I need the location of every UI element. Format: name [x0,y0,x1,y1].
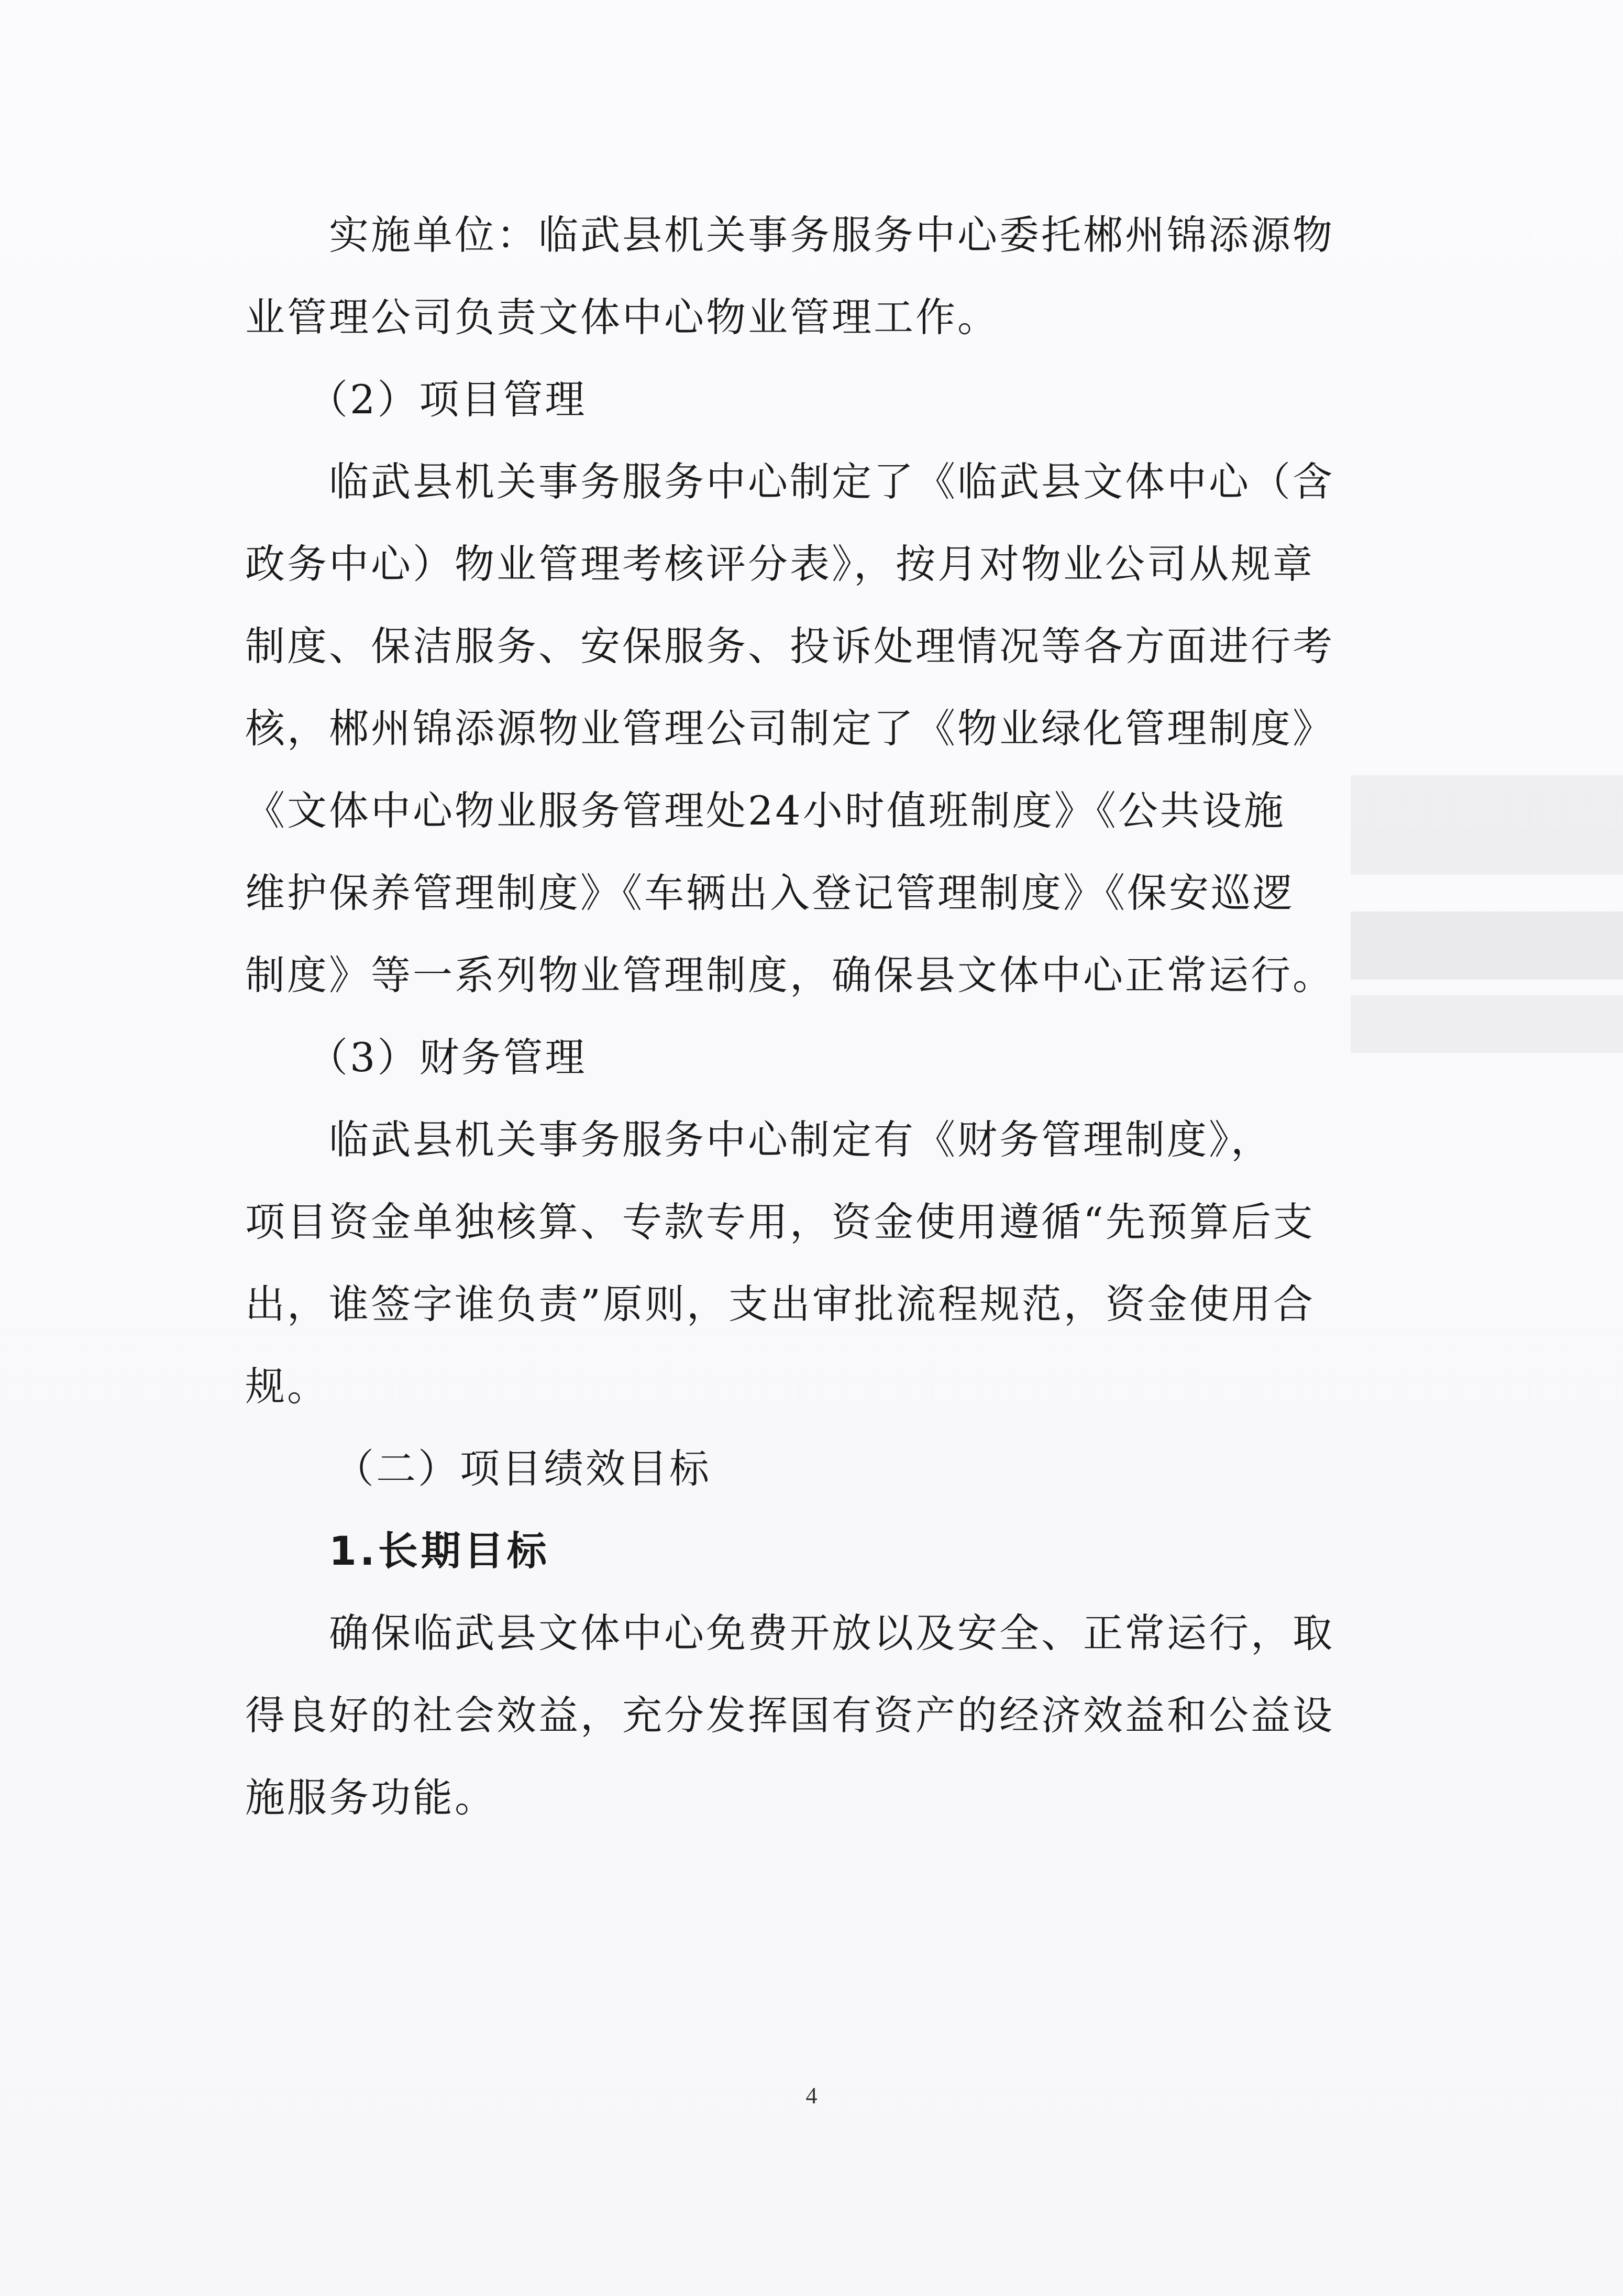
scan-shadow [1351,995,1623,1053]
body-line: 政务中心）物业管理考核评分表》，按月对物业公司从规章 [245,541,1315,587]
body-line: 《文体中心物业服务管理处24小时值班制度》《公共设施 [245,787,1286,834]
chapter-heading: （二）项目绩效目标 [334,1445,711,1492]
section-heading: （2）项目管理 [308,376,587,423]
body-line: 维护保养管理制度》《车辆出入登记管理制度》《保安巡逻 [245,870,1295,916]
page-number: 4 [805,2083,818,2108]
body-line: 得良好的社会效益，充分发挥国有资产的经济效益和公益设 [245,1692,1334,1739]
body-line: 临武县机关事务服务中心制定有《财务管理制度》， [329,1116,1273,1163]
body-line: 施服务功能。 [245,1774,496,1821]
body-line: 出，谁签字谁负责”原则，支出审批流程规范，资金使用合 [245,1281,1315,1327]
body-line: 确保临武县文体中心免费开放以及安全、正常运行，取 [329,1610,1334,1656]
body-line: 业管理公司负责文体中心物业管理工作。 [245,294,999,340]
body-line: 临武县机关事务服务中心制定了《临武县文体中心（含 [329,458,1334,505]
body-line: 实施单位：临武县机关事务服务中心委托郴州锦添源物 [329,212,1334,258]
document-body [245,194,1371,1839]
body-line: 核，郴州锦添源物业管理公司制定了《物业绿化管理制度》 [245,705,1334,752]
body-line: 规。 [245,1363,329,1410]
scan-shadow [1351,911,1623,980]
subsection-heading: 1.长期目标 [329,1528,550,1574]
scan-shadow [1351,775,1623,875]
body-line: 项目资金单独核算、专款专用，资金使用遵循“先预算后支 [245,1199,1315,1245]
body-line: 制度、保洁服务、安保服务、投诉处理情况等各方面进行考 [245,623,1334,669]
section-heading: （3）财务管理 [308,1034,587,1081]
body-line: 制度》等一系列物业管理制度，确保县文体中心正常运行。 [245,952,1334,998]
